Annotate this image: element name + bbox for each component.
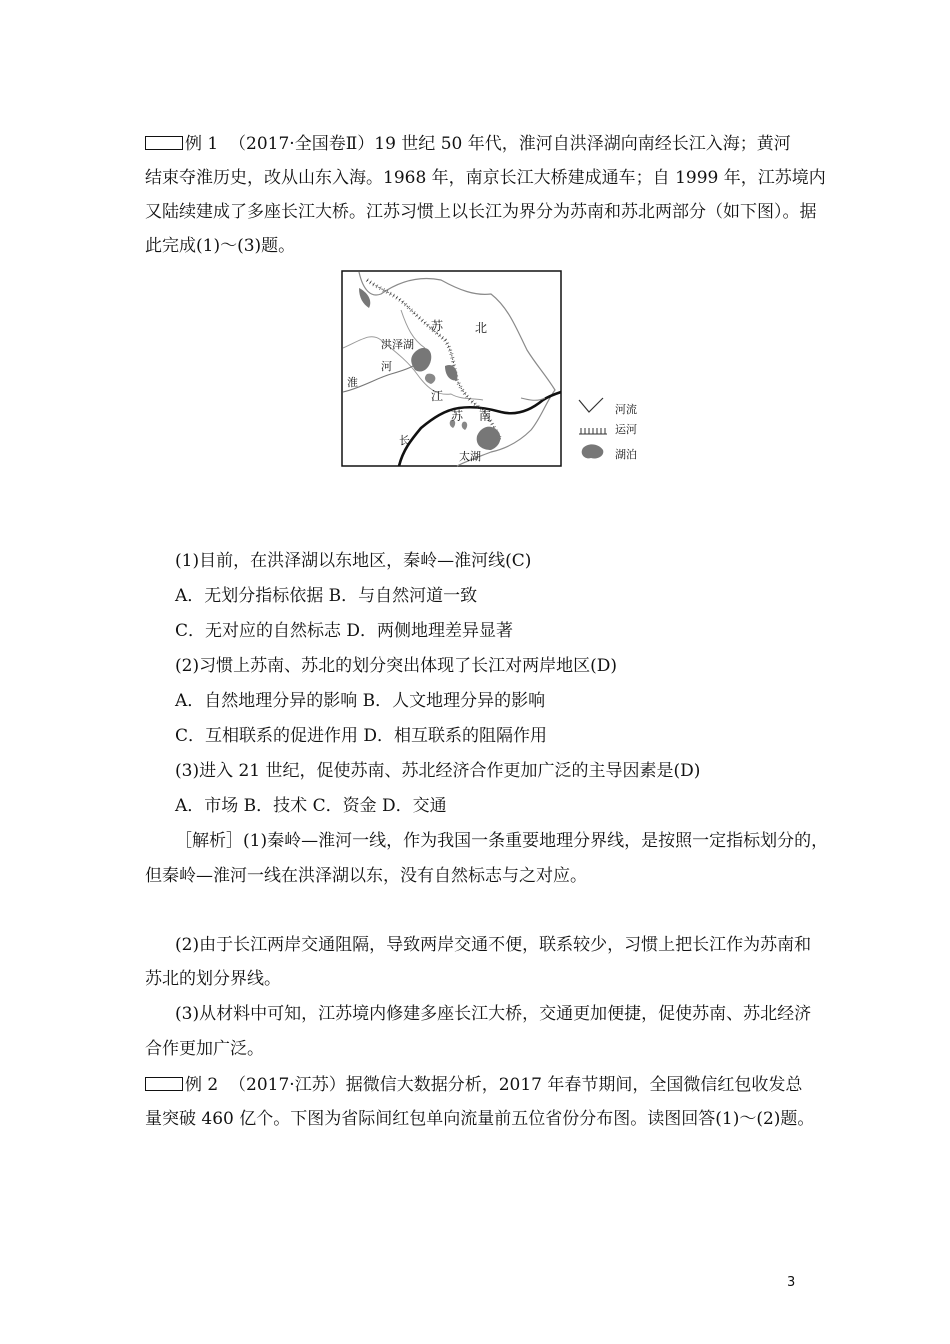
legend-lake-label: 湖泊	[615, 448, 637, 461]
question-1-stem: (1)目前，在洪泽湖以东地区，秦岭—淮河线(C)	[175, 551, 532, 571]
example1-intro-line-2: 结束夺淮历史，改从山东入海。1968 年，南京长江大桥建成通车；自 1999 年，江苏境内	[145, 168, 826, 188]
question-2-options-1: A．自然地理分异的影响 B．人文地理分异的影响	[175, 691, 546, 711]
example2-intro-line-2: 量突破 460 亿个。下图为省际间红包单向流量前五位省份分布图。读图回答(1)～(2)题。	[145, 1109, 815, 1129]
question-2-options-2: C．互相联系的促进作用 D．相互联系的阻隔作用	[175, 726, 548, 746]
map-label-he: 河	[381, 360, 392, 373]
legend-canal-ticks	[581, 428, 605, 434]
map-label-taihu: 太湖	[459, 450, 481, 463]
legend-river-label: 河流	[615, 403, 637, 416]
legend-canal-label: 运河	[615, 423, 637, 436]
analysis-2-line-1: (2)由于长江两岸交通阻隔，导致两岸交通不便，联系较少，习惯上把长江作为苏南和	[175, 935, 812, 955]
map-label-bei: 北	[475, 321, 488, 335]
example1-intro-text-1: （2017·全国卷Ⅱ）19 世纪 50 年代，淮河自洪泽湖向南经长江入海；黄河	[229, 134, 791, 154]
jiangsu-map	[341, 270, 663, 468]
example1-intro-line-4: 此完成(1)～(3)题。	[145, 236, 296, 256]
map-label-jiang: 江	[431, 389, 444, 403]
analysis-3-line-1: (3)从材料中可知，江苏境内修建多座长江大桥，交通更加便捷，促使苏南、苏北经济	[175, 1004, 812, 1024]
question-3-options: A．市场 B．技术 C．资金 D．交通	[175, 796, 447, 816]
map-label-su: 苏	[431, 319, 444, 333]
map-label-su2: 苏	[451, 409, 464, 423]
analysis-3-line-2: 合作更加广泛。	[145, 1039, 264, 1059]
map-label-hongzehu: 洪泽湖	[381, 338, 414, 351]
question-1-options-2: C．无对应的自然标志 D．两侧地理差异显著	[175, 621, 514, 641]
analysis-1-line-1: ［解析］(1)秦岭—淮河一线，作为我国一条重要地理分界线，是按照一定指标划分的，	[175, 831, 829, 851]
question-3-stem: (3)进入 21 世纪，促使苏南、苏北经济合作更加广泛的主导因素是(D)	[175, 761, 701, 781]
map-label-chang: 长	[399, 434, 410, 447]
map-label-nan: 南	[479, 409, 492, 423]
example2-tag: 例 2	[185, 1075, 219, 1095]
analysis-2-line-2: 苏北的划分界线。	[145, 969, 281, 989]
example2-intro-line-1	[145, 1073, 802, 1097]
example-marker-icon	[145, 1077, 183, 1091]
question-2-stem: (2)习惯上苏南、苏北的划分突出体现了长江对两岸地区(D)	[175, 656, 617, 676]
map-label-huai: 淮	[347, 376, 358, 389]
legend-lake-icon	[582, 444, 604, 458]
example1-intro-line-3: 又陆续建成了多座长江大桥。江苏习惯上以长江为界分为苏南和苏北两部分（如下图）。据	[145, 202, 817, 222]
example1-tag: 例 1	[185, 134, 219, 154]
question-1-options-1: A．无划分指标依据 B．与自然河道一致	[175, 586, 478, 606]
example1-intro-line-1	[145, 132, 791, 156]
page-number: 3	[787, 1275, 796, 1290]
analysis-1-line-2: 但秦岭—淮河一线在洪泽湖以东，没有自然标志与之对应。	[145, 866, 587, 886]
example-marker-icon	[145, 136, 183, 150]
example2-intro-text-1: （2017·江苏）据微信大数据分析，2017 年春节期间，全国微信红包收发总	[229, 1075, 803, 1095]
legend-river-icon	[579, 398, 603, 412]
